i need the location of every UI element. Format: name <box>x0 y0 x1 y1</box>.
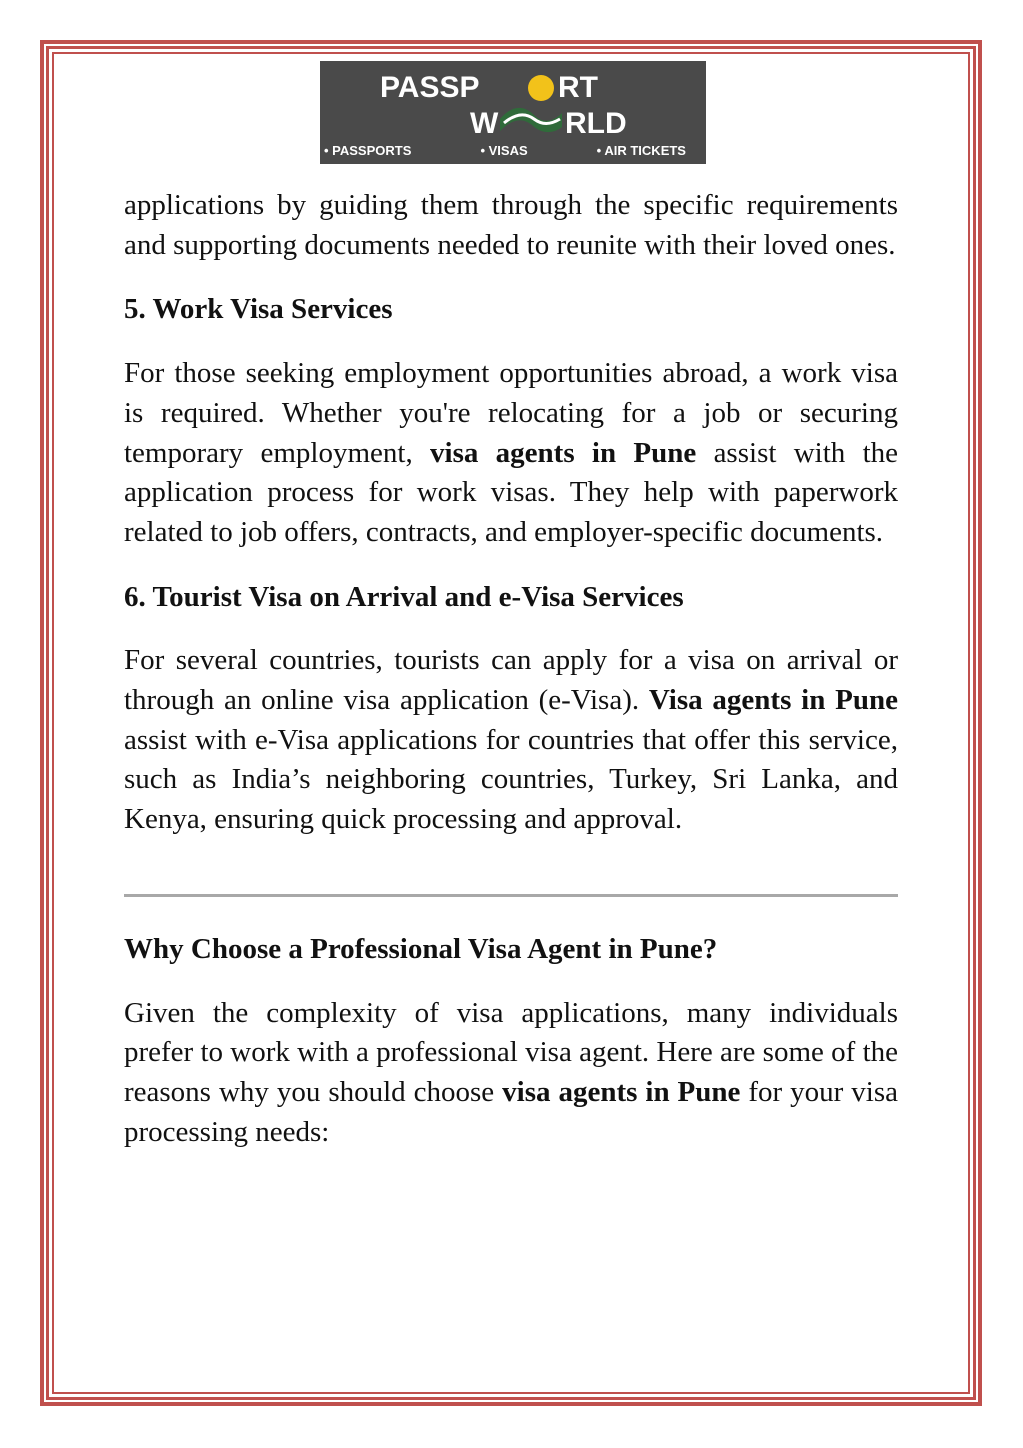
logo-wordmark <box>320 61 706 141</box>
work-visa-paragraph <box>124 354 898 553</box>
work-visa-heading: 5. Work Visa Services <box>124 293 393 326</box>
logo-tagline-air-tickets: • AIR TICKETS <box>597 143 686 158</box>
why-choose-paragraph <box>124 994 898 1153</box>
tourist-visa-text-a: For several countries, tourists can apply for a visa on arrival or through an online visa application (e-Visa). <box>124 644 898 717</box>
logo-word-bottom-head: W <box>470 107 499 140</box>
tourist-visa-paragraph <box>124 641 898 840</box>
tourist-visa-heading: 6. Tourist Visa on Arrival and e-Visa Services <box>124 580 684 613</box>
logo-taglines <box>320 140 706 160</box>
work-visa-text-b: assist with the application process for work visas. They help with paperwork related to job offers, contracts, and employer-specific documents. <box>124 436 898 548</box>
intro-paragraph: applications by guiding them through the specific requirements and supporting documents needed to reunite with their loved ones. <box>124 189 898 261</box>
tourist-visa-text-b: assist with e-Visa applications for countries that offer this service, such as India’s neighboring countries, Turkey, Sri Lanka, and Kenya, ensuring quick processing and approval. <box>124 723 898 836</box>
logo-word-top: PASSP <box>380 71 480 104</box>
why-choose-keyword: visa agents in Pune <box>502 1075 741 1108</box>
document-body <box>124 186 898 1152</box>
work-visa-keyword: visa agents in Pune <box>430 436 697 469</box>
logo-tagline-passports: • PASSPORTS <box>324 143 411 158</box>
logo-word-top-tail: RT <box>558 71 598 104</box>
why-choose-text-a: Given the complexity of visa applications, many individuals prefer to work with a professional visa agent. Here are some of the reasons why you should choose <box>124 996 898 1108</box>
logo-sun-icon <box>528 75 554 101</box>
passport-world-logo <box>320 61 706 164</box>
why-choose-text-b: for your visa processing needs: <box>124 1075 899 1148</box>
section-divider <box>124 894 898 897</box>
logo-tagline-visas: • VISAS <box>480 143 527 158</box>
work-visa-text-a: For those seeking employment opportunities abroad, a work visa is required. Whether you're relocating for a job or securing temporary employment, <box>124 357 898 469</box>
why-choose-heading: Why Choose a Professional Visa Agent in Pune? <box>124 932 718 965</box>
logo-word-bottom-tail: RLD <box>565 107 627 140</box>
tourist-visa-keyword: Visa agents in Pune <box>648 684 898 717</box>
